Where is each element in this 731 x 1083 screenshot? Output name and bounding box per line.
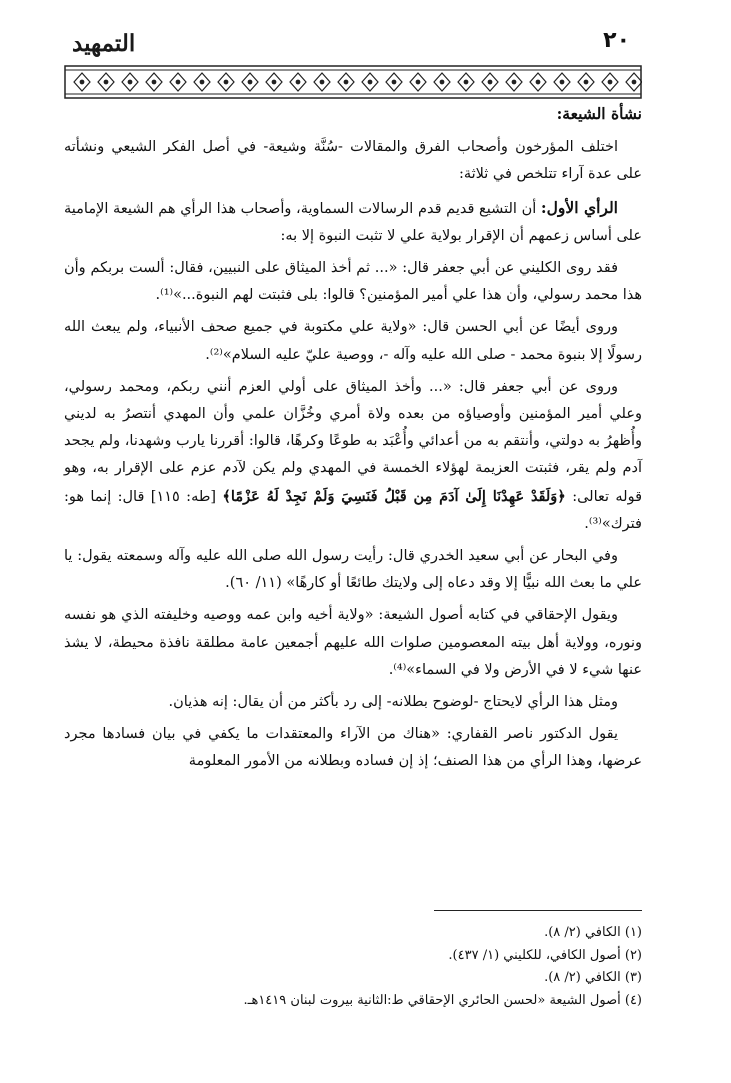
footnote-item: (٤) أصول الشيعة «لحسن الحائري الإحقاقي ط:الثانية بيروت لبنان ١٤١٩هـ.: [243, 992, 642, 1008]
decorative-border-ornament: [64, 64, 642, 100]
ornament-dot: [608, 80, 613, 85]
footnote-item: (١) الكافي (٢/ ٨).: [544, 925, 642, 940]
paragraph-bihar-narration: وفي البحار عن أبي سعيد الخدري قال: رأيت رسول الله صلى الله عليه وآله وسمعته يقول: يا علي ما بعث الله نبيًّا إلا وقد دعاه إلى ولايتك طائعًا أو كارهًا» (١١/ ٦٠).: [64, 548, 642, 592]
ornament-dot: [584, 80, 589, 85]
ornament-dot: [536, 80, 541, 85]
running-header: [70, 28, 630, 62]
ornament-dot: [488, 80, 493, 85]
paragraph-intro: اختلف المؤرخون وأصحاب الفرق والمقالات -سُنَّة وشيعة- في أصل الفكر الشيعي ونشأته على عدة آراء تتلخص في ثلاثة:: [64, 139, 642, 183]
ornament-dot: [560, 80, 565, 85]
footnotes: [64, 922, 642, 1012]
quran-verse: ﴿وَلَقَدْ عَهِدْنَا إِلَىٰ آدَمَ مِن قَبْلُ فَنَسِيَ وَلَمْ نَجِدْ لَهُ عَزْمًا﴾: [222, 487, 566, 505]
page-number: ٢٠: [603, 28, 630, 53]
opinion-label: الرأي الأول:: [540, 197, 618, 217]
ornament-dot: [272, 80, 277, 85]
paragraph-text: أن التشيع قديم قدم الرسالات السماوية، وأصحاب هذا الرأي هم الشيعة الإمامية على أساس زعمهم أن الإقرار بولاية علي لا تثبت النبوة إلا به:: [64, 200, 642, 244]
ornament-dot: [632, 80, 637, 85]
ornament-dot: [128, 80, 133, 85]
paragraph-tail: [طه: ١١٥] قال: إنما هو: فترك»⁽³⁾.: [64, 488, 642, 532]
ornament-dot: [344, 80, 349, 85]
ornament-dot: [320, 80, 325, 85]
ornament-dot: [440, 80, 445, 85]
paragraph-text: وروى عن أبي جعفر قال: «... وأخذ الميثاق على أولي العزم أنني ربكم، ومحمد رسولي، وعلي أمير المؤمنين وأوصياؤه من بعده ولاة أمري وخُزَّان علمي وأن المهدي أنتصرُ به لديني وأُظهرُ به دولتي، وأنتقم به من أعدائي وأُعْبَد به طوعًا وكرهًا، قالوا: أقررنا يارب وشهدنا، ولم يجحد آدم ولم يقر، فثبتت العزيمة لهؤلاء الخمسة في المهدي ولم يكن لآدم عزم على الإقرار به، وهو قوله تعالى:: [64, 378, 643, 505]
ornament-dot: [392, 80, 397, 85]
main-text: [64, 100, 642, 781]
section-heading: نشأة الشيعة:: [556, 104, 642, 123]
ornament-dot: [416, 80, 421, 85]
ornament-dot: [152, 80, 157, 85]
paragraph-ihqaqi-quote: ويقول الإحقاقي في كتابه أصول الشيعة: «ولاية أخيه وابن عمه ووصيه وخليفته الذي هو نفسه ونوره، وولاية أهل بيته المعصومين صلوات الله عليهم أجمعين عامة مطلقة نافذة محيطة، لا يشذ عنها شيء لا في الأرض ولا في السماء»⁽⁴⁾.: [64, 607, 642, 678]
ornament-dot: [224, 80, 229, 85]
paragraph-abu-jafar-narration: [64, 374, 642, 538]
ornament-dot: [368, 80, 373, 85]
paragraph-refutation: ومثل هذا الرأي لايحتاج -لوضوح بطلانه- إلى رد بأكثر من أن يقال: إنه هذيان.: [168, 694, 618, 711]
ornament-dot: [176, 80, 181, 85]
footnote-separator: [434, 910, 642, 911]
ornament-dot: [248, 80, 253, 85]
ornament-dot: [104, 80, 109, 85]
footnote-item: (٣) الكافي (٢/ ٨).: [544, 970, 642, 985]
paragraph-abu-alhasan-narration: وروى أيضًا عن أبي الحسن قال: «ولاية علي مكتوبة في جميع صحف الأنبياء، ولم يبعث الله رسولًا إلا بنبوة محمد - صلى الله عليه وآله -، ووصية عليّ عليه السلام»⁽²⁾.: [64, 319, 642, 363]
ornament-dot: [80, 80, 85, 85]
paragraph-qaffari-quote: يقول الدكتور ناصر القفاري: «هناك من الآراء والمعتقدات ما يكفي في بيان فسادها مجرد عرضها، وهذا الرأي من هذا الصنف؛ إذ إن فساده وبطلانه من الأمور المعلومة: [64, 726, 642, 770]
ornament-dot: [296, 80, 301, 85]
ornament-dot: [512, 80, 517, 85]
ornament-dot: [200, 80, 205, 85]
paragraph-kulayni-narration: فقد روى الكليني عن أبي جعفر قال: «... ثم أخذ الميثاق على النبيين، فقال: ألست بربكم وأن هذا محمد رسولي، وأن هذا علي أمير المؤمنين؟ قالوا: بلى فثبتت لهم النبوة...»⁽¹⁾.: [64, 260, 642, 304]
footnote-item: (٢) أصول الكافي، للكليني (١/ ٤٣٧).: [448, 947, 642, 963]
paragraph-first-opinion: [64, 194, 642, 250]
ornament-dot: [464, 80, 469, 85]
chapter-title: التمهيد: [72, 30, 136, 57]
